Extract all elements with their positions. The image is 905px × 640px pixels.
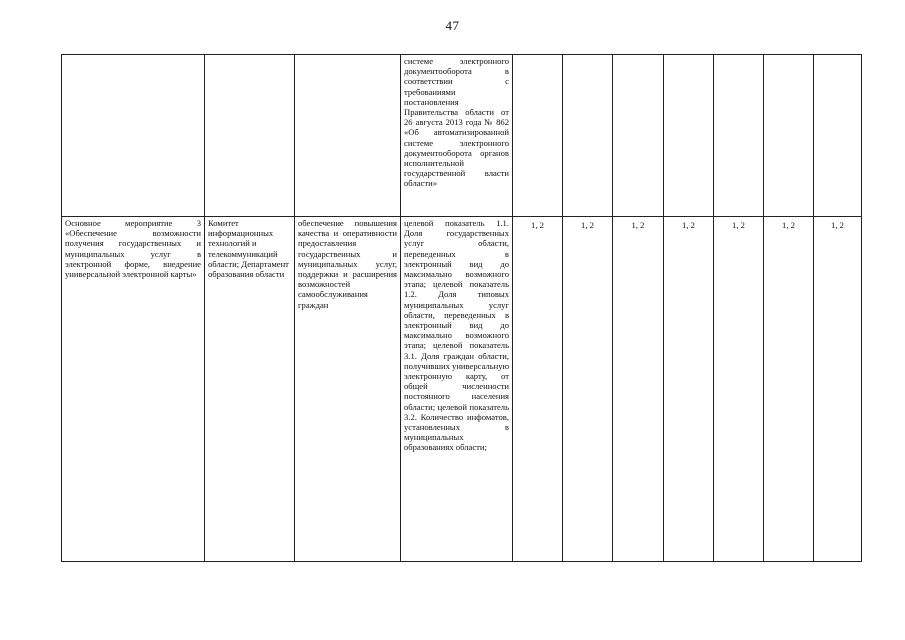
table-cell <box>613 55 664 217</box>
executor-text: Комитет информационных технологий и телекоммуникаций области; Департамент образования области <box>208 218 289 280</box>
table-cell <box>295 55 401 217</box>
table-cell <box>764 55 814 217</box>
result-text: обеспечение повышения качества и оперативности предоставления государственных и муниципальных услуг, поддержки и расширения возможностей самообслуживания граждан <box>298 218 397 310</box>
indicators-text: целевой показатель 1.1. Доля государственных услуг области, переведенных в электронный вид до максимально возможного этапа; целевой показатель 1.2. Доля типовых муниципальных услуг области, переведенных в электронный вид до максимально возможного этапа; целевой показатель 3.1. Доля граждан области, получивших универсальную электронную карту, от общей численности постоянного населения области; целевой показатель 3.2. Количество инфоматов, установленных в муниципальных образованиях области; <box>404 218 509 453</box>
executor-cell <box>205 217 295 562</box>
code-cell: 1, 2 <box>513 217 563 562</box>
table-cell <box>62 55 205 217</box>
table-cell <box>563 55 613 217</box>
table-cell <box>664 55 714 217</box>
indicators-cell <box>401 217 513 562</box>
table-cell <box>714 55 764 217</box>
table-row <box>62 217 862 562</box>
result-cell <box>295 217 401 562</box>
indicators-cell <box>401 55 513 217</box>
program-activities-table <box>61 54 862 562</box>
indicators-text: системе электронного документооборота в соответствии с требованиями постановления Правительства области от 26 августа 2013 года № 862 «Об автоматизированной системе электронного документооборота органов исполнительной государственной власти области» <box>404 56 509 189</box>
code-cell: 1, 2 <box>664 217 714 562</box>
table-cell <box>205 55 295 217</box>
event-text: Основное мероприятие 3 «Обеспечение возможности получения государственных и муниципальных услуг в электронной форме, внедрение универсальной электронной карты» <box>65 218 201 280</box>
table-row <box>62 55 862 217</box>
code-cell: 1, 2 <box>714 217 764 562</box>
code-cell: 1, 2 <box>814 217 862 562</box>
code-cell: 1, 2 <box>563 217 613 562</box>
code-cell: 1, 2 <box>764 217 814 562</box>
table-cell <box>814 55 862 217</box>
event-cell <box>62 217 205 562</box>
code-cell: 1, 2 <box>613 217 664 562</box>
table-cell <box>513 55 563 217</box>
page-number: 47 <box>445 18 460 33</box>
